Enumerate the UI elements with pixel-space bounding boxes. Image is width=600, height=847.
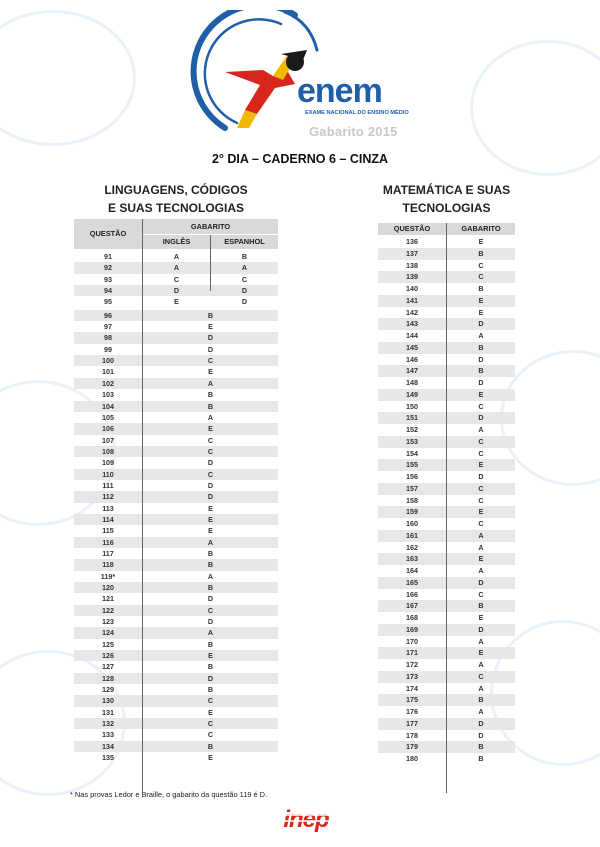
answer: B xyxy=(478,695,484,705)
table-row xyxy=(74,695,278,706)
question-number: 126 xyxy=(102,651,114,661)
question-number: 137 xyxy=(406,248,418,258)
table-row xyxy=(74,401,278,412)
answer: E xyxy=(208,424,213,434)
question-number: 164 xyxy=(406,566,418,575)
divider xyxy=(142,219,143,792)
answer: D xyxy=(207,344,214,354)
answer: A xyxy=(207,571,214,581)
table-row xyxy=(74,446,278,457)
header-ingles: INGLÊS xyxy=(143,235,210,249)
answer: C xyxy=(478,483,484,493)
answer: A xyxy=(478,331,484,340)
question-number: 107 xyxy=(102,435,114,445)
question-number: 96 xyxy=(104,310,112,320)
right-section-title xyxy=(378,181,515,217)
header-espanhol: ESPANHOL xyxy=(211,235,278,249)
answer: E xyxy=(208,707,213,717)
answer: C xyxy=(207,730,214,740)
answer: A xyxy=(207,537,214,547)
question-number: 152 xyxy=(406,425,418,434)
table-row xyxy=(74,296,278,307)
left-rows xyxy=(74,310,278,764)
question-number: 103 xyxy=(102,390,114,400)
question-number: 139 xyxy=(406,272,418,282)
question-number: 127 xyxy=(102,662,114,672)
question-number: 120 xyxy=(102,583,114,592)
inep-logo-text: inep xyxy=(283,806,329,832)
table-row xyxy=(74,616,278,627)
answer: A xyxy=(478,707,484,716)
question-number: 114 xyxy=(102,514,114,524)
question-number: 165 xyxy=(406,577,418,587)
answer: C xyxy=(478,589,484,599)
table-row xyxy=(74,661,278,672)
enem-logo xyxy=(185,10,420,140)
answer: B xyxy=(207,685,214,695)
table-row xyxy=(74,707,278,718)
table-row xyxy=(74,582,278,593)
question-number: 156 xyxy=(406,472,418,481)
question-number: 121 xyxy=(102,594,114,604)
left-section-title xyxy=(74,181,278,217)
question-number: 98 xyxy=(104,333,112,343)
question-number: 123 xyxy=(102,617,114,627)
table-row xyxy=(74,718,278,729)
answer-espanhol: B xyxy=(241,252,248,261)
answer: D xyxy=(478,319,484,329)
table-row xyxy=(74,729,278,740)
question-number: 150 xyxy=(406,401,418,411)
table-row xyxy=(74,503,278,514)
answer-espanhol: D xyxy=(241,297,248,307)
question-number: 172 xyxy=(406,660,418,669)
table-row xyxy=(74,741,278,752)
question-number: 169 xyxy=(406,624,418,634)
answer: E xyxy=(208,753,213,763)
answer: B xyxy=(478,248,484,258)
answer: E xyxy=(208,503,213,513)
answer: D xyxy=(207,480,214,490)
table-row xyxy=(74,605,278,616)
table-row xyxy=(74,684,278,695)
question-number: 135 xyxy=(102,753,114,763)
question-number: 122 xyxy=(102,605,114,615)
question-number: 142 xyxy=(406,307,418,317)
answer: E xyxy=(208,651,213,661)
answer: A xyxy=(478,660,484,669)
question-number: 144 xyxy=(406,331,418,340)
question-number: 104 xyxy=(102,401,114,411)
question-number: 154 xyxy=(406,448,418,458)
answer: B xyxy=(207,401,214,411)
question-number: 158 xyxy=(406,495,418,505)
answer: B xyxy=(478,366,484,376)
answer: C xyxy=(207,356,214,366)
answer-ingles: E xyxy=(174,297,179,307)
table-row xyxy=(74,389,278,400)
answer: B xyxy=(207,639,214,649)
answer: A xyxy=(207,412,214,422)
question-number: 160 xyxy=(406,519,418,528)
header-gabarito: GABARITO xyxy=(447,223,515,235)
answer: A xyxy=(207,628,214,638)
question-number: 105 xyxy=(102,412,114,422)
table-row xyxy=(74,480,278,491)
question-number: 143 xyxy=(406,319,418,329)
question-number: 180 xyxy=(406,754,418,763)
table-row xyxy=(74,412,278,423)
question-number: 170 xyxy=(406,636,418,646)
answer: D xyxy=(478,577,484,587)
left-title-line1: LINGUAGENS, CÓDIGOS xyxy=(104,183,248,197)
answer-espanhol: C xyxy=(241,274,248,284)
question-number: 100 xyxy=(102,356,114,366)
question-number: 132 xyxy=(102,719,114,729)
answer: E xyxy=(208,322,213,332)
answer: C xyxy=(207,719,214,729)
answer-ingles: C xyxy=(173,274,180,284)
answer: D xyxy=(207,458,214,468)
table-row xyxy=(74,274,278,285)
question-number: 177 xyxy=(406,718,418,728)
question-number: 140 xyxy=(406,284,418,293)
question-number: 92 xyxy=(104,263,112,273)
question-number: 153 xyxy=(406,436,418,446)
table-row xyxy=(74,285,278,296)
question-number: 173 xyxy=(406,671,418,681)
question-number: 112 xyxy=(102,492,114,502)
question-number: 163 xyxy=(406,554,418,564)
question-number: 175 xyxy=(406,695,418,705)
question-number: 124 xyxy=(102,628,114,638)
inep-logo xyxy=(270,806,342,832)
gabarito-year: Gabarito 2015 xyxy=(309,124,398,139)
answer: D xyxy=(207,333,214,343)
table-row xyxy=(74,435,278,446)
table-row xyxy=(74,593,278,604)
footnote: * Nas provas Ledor e Braille, o gabarito da questão 119 é D. xyxy=(70,790,268,799)
answer: B xyxy=(207,560,214,570)
answer: D xyxy=(207,617,214,627)
question-number: 95 xyxy=(104,297,112,307)
answer: D xyxy=(478,378,484,387)
answer: C xyxy=(478,519,484,528)
question-number: 141 xyxy=(406,295,418,305)
table-row xyxy=(74,514,278,525)
question-number: 148 xyxy=(406,378,418,387)
question-number: 178 xyxy=(406,730,418,740)
question-number: 116 xyxy=(102,537,114,547)
question-number: 131 xyxy=(102,707,114,717)
answer: A xyxy=(478,683,484,693)
question-number: 111 xyxy=(102,480,114,490)
answer: D xyxy=(478,718,484,728)
question-number: 134 xyxy=(102,741,114,751)
question-number: 167 xyxy=(406,601,418,611)
question-number: 168 xyxy=(406,613,418,622)
right-title-line2: TECNOLOGIAS xyxy=(402,201,491,215)
question-number: 136 xyxy=(406,237,418,246)
question-number: 128 xyxy=(102,673,114,683)
table-row xyxy=(74,355,278,366)
answer: A xyxy=(207,378,214,388)
question-number: 166 xyxy=(406,589,418,599)
question-number: 97 xyxy=(104,322,112,332)
question-number: 117 xyxy=(102,548,114,558)
answer: A xyxy=(478,425,484,434)
question-number: 174 xyxy=(406,683,418,693)
answer: C xyxy=(478,436,484,446)
table-row xyxy=(74,548,278,559)
table-row xyxy=(74,378,278,389)
logo-word: enem xyxy=(297,72,382,110)
answer: C xyxy=(478,401,484,411)
answer: B xyxy=(207,390,214,400)
question-number: 161 xyxy=(406,530,418,540)
question-number: 118 xyxy=(102,560,114,570)
table-row xyxy=(74,423,278,434)
answer: E xyxy=(478,307,484,317)
right-title-line1: MATEMÁTICA E SUAS xyxy=(382,183,511,197)
question-number: 145 xyxy=(406,342,418,352)
answer: A xyxy=(478,636,484,646)
answer: B xyxy=(207,548,214,558)
answer: D xyxy=(478,730,484,740)
question-number: 176 xyxy=(406,707,418,716)
question-number: 157 xyxy=(406,483,418,493)
question-number: 119* xyxy=(100,571,116,581)
page-title: 2° DIA – CADERNO 6 – CINZA xyxy=(211,152,389,166)
answer: C xyxy=(478,448,484,458)
answer: C xyxy=(478,671,484,681)
answer: C xyxy=(207,446,214,456)
question-number: 129 xyxy=(102,685,114,695)
answer: C xyxy=(207,605,214,615)
question-number: 133 xyxy=(102,730,114,740)
answer: E xyxy=(478,648,484,658)
question-number: 91 xyxy=(104,252,112,261)
table-row xyxy=(74,491,278,502)
table-row xyxy=(74,310,278,321)
answer: B xyxy=(478,742,484,752)
question-number: 155 xyxy=(406,460,418,470)
answer: B xyxy=(207,583,214,592)
answer: C xyxy=(478,272,484,282)
question-number: 147 xyxy=(406,366,418,376)
watermark-ring xyxy=(0,10,136,146)
table-row xyxy=(74,627,278,638)
answer-espanhol: A xyxy=(241,263,248,273)
table-row xyxy=(74,537,278,548)
table-row xyxy=(74,650,278,661)
answer: E xyxy=(208,367,213,377)
header-questao: QUESTÃO xyxy=(378,223,446,235)
table-row xyxy=(74,673,278,684)
answer-ingles: A xyxy=(173,263,180,273)
answer: A xyxy=(478,542,484,552)
header-gabarito: GABARITO xyxy=(143,219,278,234)
answer: B xyxy=(478,601,484,611)
answer: A xyxy=(478,530,484,540)
answer: E xyxy=(478,389,484,399)
answer: B xyxy=(478,754,484,763)
table-row xyxy=(74,332,278,343)
question-number: 146 xyxy=(406,354,418,364)
question-number: 162 xyxy=(406,542,418,552)
language-rows xyxy=(74,251,278,308)
header-questao: QUESTÃO xyxy=(74,219,142,249)
answer: E xyxy=(478,460,484,470)
question-number: 115 xyxy=(102,526,114,536)
answer: E xyxy=(478,295,484,305)
table-row xyxy=(74,262,278,273)
table-row xyxy=(74,525,278,536)
answer-ingles: A xyxy=(173,252,180,261)
table-row xyxy=(74,469,278,480)
question-number: 179 xyxy=(406,742,418,752)
answer: C xyxy=(207,696,214,706)
table-row xyxy=(74,344,278,355)
question-number: 108 xyxy=(102,446,114,456)
question-number: 149 xyxy=(406,389,418,399)
answer: E xyxy=(478,554,484,564)
answer: C xyxy=(478,495,484,505)
question-number: 94 xyxy=(104,286,112,296)
table-row xyxy=(74,251,278,262)
table-row xyxy=(74,639,278,650)
answer: B xyxy=(478,342,484,352)
question-number: 125 xyxy=(102,639,114,649)
table-row xyxy=(74,571,278,582)
answer: D xyxy=(478,624,484,634)
question-number: 93 xyxy=(104,274,112,284)
question-number: 106 xyxy=(102,424,114,434)
answer: B xyxy=(207,310,214,320)
watermark-ring xyxy=(500,350,600,486)
answer: D xyxy=(207,673,214,683)
question-number: 171 xyxy=(406,648,418,658)
answer: E xyxy=(478,507,484,517)
answer: D xyxy=(478,472,484,481)
divider xyxy=(446,223,447,793)
answer: D xyxy=(207,594,214,604)
answer: B xyxy=(207,741,214,751)
answer: D xyxy=(207,492,214,502)
question-number: 101 xyxy=(102,367,114,377)
answer: B xyxy=(478,284,484,293)
table-row xyxy=(74,321,278,332)
table-row xyxy=(74,559,278,570)
answer: A xyxy=(478,566,484,575)
question-number: 102 xyxy=(102,378,114,388)
question-number: 138 xyxy=(406,260,418,270)
question-number: 109 xyxy=(102,458,114,468)
table-row xyxy=(74,752,278,763)
question-number: 151 xyxy=(406,413,418,423)
answer: E xyxy=(478,613,484,622)
answer-espanhol: D xyxy=(241,286,248,296)
answer: E xyxy=(208,514,213,524)
table-row xyxy=(74,366,278,377)
divider xyxy=(210,235,211,291)
question-number: 110 xyxy=(102,469,114,479)
answer: D xyxy=(478,413,484,423)
left-title-line2: E SUAS TECNOLOGIAS xyxy=(107,201,244,215)
answer: C xyxy=(207,469,214,479)
answer-ingles: D xyxy=(173,286,180,296)
answer: B xyxy=(207,662,214,672)
table-row xyxy=(74,457,278,468)
logo-subtitle: EXAME NACIONAL DO ENSINO MÉDIO xyxy=(305,110,409,116)
answer: E xyxy=(208,526,213,536)
question-number: 99 xyxy=(104,344,112,354)
answer: C xyxy=(478,260,484,270)
question-number: 113 xyxy=(102,503,114,513)
answer: E xyxy=(478,237,484,246)
answer: C xyxy=(207,435,214,445)
question-number: 159 xyxy=(406,507,418,517)
answer: D xyxy=(478,354,484,364)
question-number: 130 xyxy=(102,696,114,706)
